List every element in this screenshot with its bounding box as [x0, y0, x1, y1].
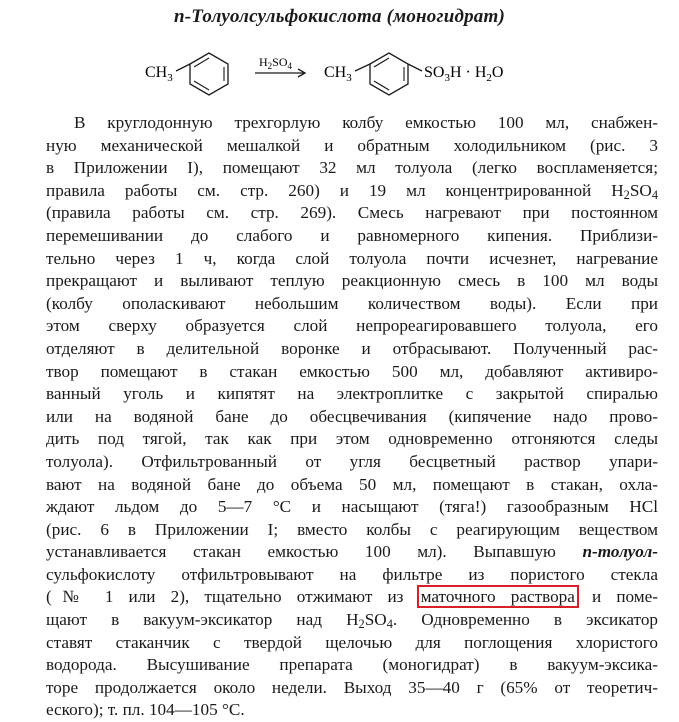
text-line: или на водяной бане до обесцвечивания (кипячение надо прово- — [46, 406, 658, 426]
text-fragment: правила работы см. стр. 260) и 19 мл концентрированной — [46, 180, 592, 200]
product-ch3-label: $CH_3$ — [324, 64, 352, 84]
product-benzene-ring — [370, 53, 408, 95]
text-line: ную механической мешалкой и обратным холодильником (рис. 3 — [46, 135, 658, 155]
text-line: В круглодонную трехгорлую колбу емкостью 100 мл, снабжен- — [74, 113, 658, 132]
highlighted-phrase: маточного раствора — [417, 585, 579, 608]
text-line: (колбу ополаскивают небольшим количеством воды). Если при — [46, 293, 658, 313]
text-line: этом сверху образуется слой непрореагировавшего толуола, его — [46, 316, 658, 336]
text-line: еского); т. пл. 104—105 °С. — [46, 700, 245, 720]
text-line: торе продолжается около недели. Выход 35—40 г (65% от теоретич- — [46, 677, 658, 697]
text-line: твор помещают в стакан емкостью 500 мл, добавляют активиро- — [46, 361, 658, 381]
text-line: (рис. 6 в Приложении I; вместо колбы с реагирующим веществом — [46, 519, 658, 539]
h2so4-formula: $H_2SO_4$ — [346, 610, 393, 632]
product-so3h-label: $SO_3H \cdot H_2O$ — [424, 64, 504, 84]
text-fragment: щают в вакуум-эксикатор над — [46, 610, 323, 630]
text-line: в Приложении I), помещают 32 мл толуола (легко воспламеняется; — [46, 158, 658, 178]
text-line — [46, 180, 658, 203]
procedure-text — [46, 112, 658, 722]
text-line: ждают льдом до 5—7 °С и насыщают (тяга!) газообразным HCl — [46, 497, 658, 517]
reaction-scheme — [0, 40, 679, 102]
reactant-bond — [176, 64, 190, 71]
text-line: прекращают и выливают теплую реакционную смесь в 100 мл воды — [46, 271, 658, 291]
p-toluene-word: п-толуол- — [582, 542, 659, 562]
text-fragment: устанавливается стакан емкостью 100 мл). Выпавшую — [46, 542, 556, 562]
text-line: (правила работы см. стр. 269). Смесь нагревают при постоянном — [46, 203, 658, 223]
text-line: дить под тягой, так как при этом одновременно отгоняются следы — [46, 429, 658, 449]
product-bond-right — [408, 64, 422, 71]
text-line: тельно через 1 ч, когда слой толуола почти исчезнет, нагревание — [46, 248, 658, 268]
text-fragment: и поме- — [592, 587, 659, 607]
text-fragment: (№ 1 или 2), тщательно отжимают из — [46, 587, 404, 607]
reaction-svg — [0, 40, 679, 102]
text-line: вают на водяной бане до объема 50 мл, помещают в стакан, охла- — [46, 474, 658, 494]
text-fragment: . Одновременно в эксикатор — [392, 610, 659, 630]
text-line: сульфокислоту отфильтровывают на фильтре из пористого стекла — [46, 564, 658, 584]
reactant-benzene-ring — [190, 53, 228, 95]
text-line — [46, 541, 658, 564]
text-line: ванный уголь и кипятят на электроплитке с закрытой спиралью — [46, 384, 658, 404]
reaction-arrow — [255, 69, 305, 77]
reactant-ch3-label: $CH_3$ — [145, 64, 173, 84]
text-line: водорода. Высушивание препарата (моногидрат) в вакуум-эксика- — [46, 655, 658, 675]
document-title: п-Толуолсульфокислота (моногидрат) — [173, 6, 506, 27]
h2so4-formula: $H_2SO_4$ — [611, 180, 659, 202]
text-line — [46, 586, 658, 609]
text-line: отделяют в делительной воронке и отбрасывают. Полученный рас- — [46, 338, 658, 358]
product-bond-left — [355, 64, 370, 71]
text-line — [46, 609, 658, 632]
text-line: толуола). Отфильтрованный от угля бесцветный раствор упари- — [46, 451, 658, 471]
reagent-label: $H_2SO_4$ — [259, 55, 293, 71]
text-line: ставят стаканчик с твердой щелочью для поглощения хлористого — [46, 632, 658, 652]
text-line: перемешивании до слабого и равномерного кипения. Приблизи- — [46, 225, 658, 245]
